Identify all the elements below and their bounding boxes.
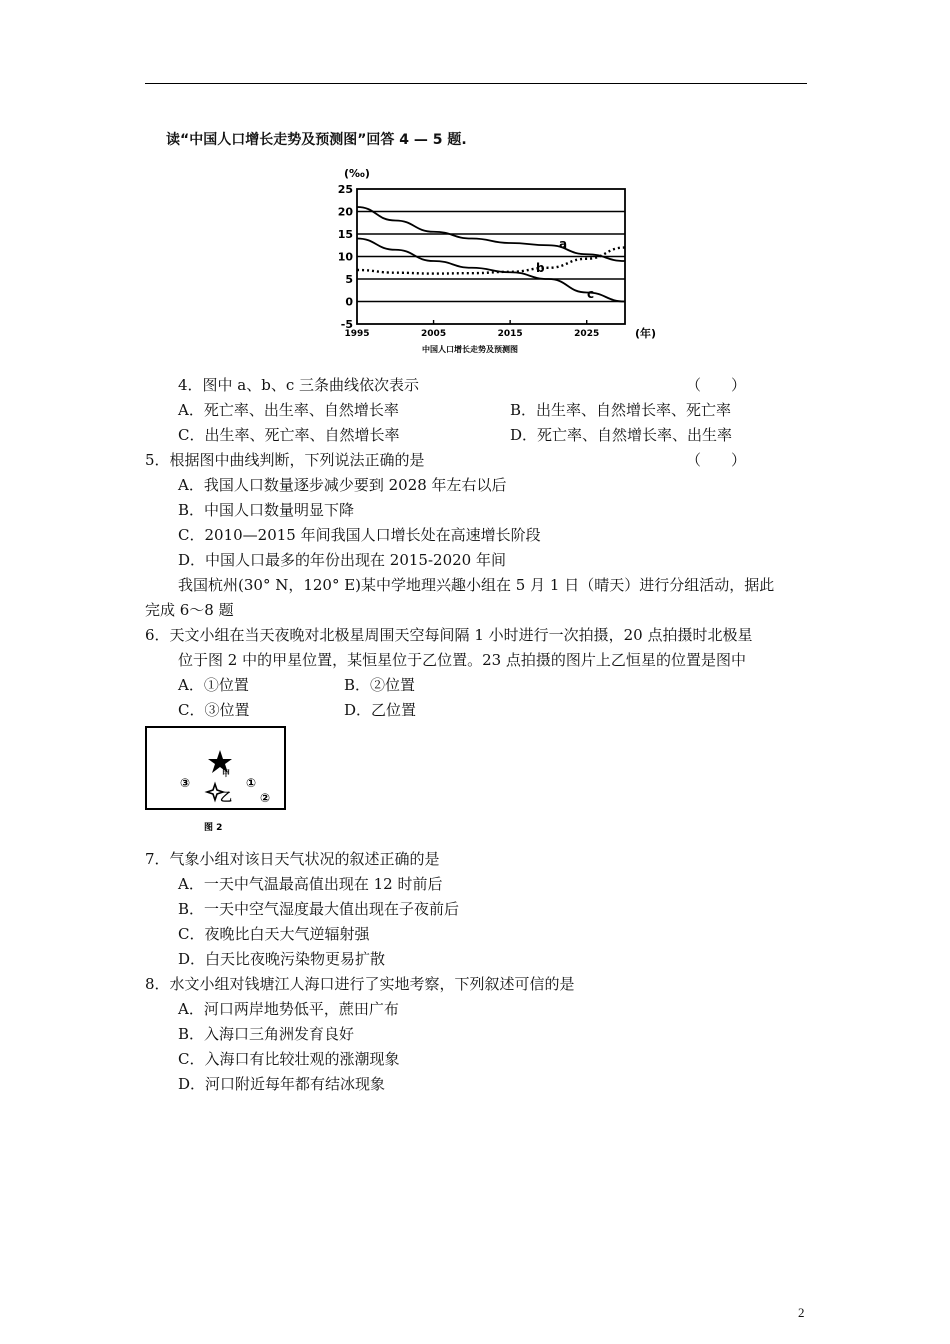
q4-option-b: B．出生率、自然增长率、死亡率 [510, 401, 732, 419]
ytick-label-1: 20 [337, 205, 353, 219]
q8-option-b: B．入海口三角洲发育良好 [178, 1025, 355, 1043]
series-label-a: a [559, 237, 568, 251]
fig2-label-jia: 甲 [222, 769, 230, 778]
q6-option-c: C．③位置 [178, 701, 250, 719]
fig2-label-3: ③ [180, 776, 191, 790]
ytick-label-6: -5 [340, 318, 353, 331]
page-number: 2 [798, 1305, 805, 1320]
header-rule [145, 83, 807, 84]
q6-option-b: B．②位置 [344, 676, 416, 694]
passage-line-2: 完成 6～8 题 [145, 601, 234, 619]
q8-option-a: A．河口两岸地势低平，蔗田广布 [178, 1000, 399, 1018]
q7-option-d: D．白天比夜晚污染物更易扩散 [178, 950, 386, 968]
series-label-c: c [587, 287, 595, 301]
chart-caption: 中国人口增长走势及预测图 [422, 345, 518, 354]
q6-stem-line-1: 6．天文小组在当天夜晚对北极星周围天空每间隔 1 小时进行一次拍摄，20 点拍摄时北极星 [145, 626, 753, 644]
q6-stem-line-2: 位于图 2 中的甲星位置，某恒星位于乙位置。23 点拍摄的图片上乙恒星的位置是图中 [178, 651, 746, 669]
q4-option-a: A．死亡率、出生率、自然增长率 [178, 401, 399, 419]
chart-ylabel: (‰) [344, 167, 370, 180]
fig2-label-1: ① [246, 776, 257, 790]
xtick-label-1: 2005 [421, 329, 447, 339]
q5-option-a: A．我国人口数量逐步减少要到 2028 年左右以后 [178, 476, 507, 494]
ytick-label-2: 15 [337, 228, 353, 241]
q4-answer-paren: （ ） [686, 376, 747, 394]
q7-option-b: B．一天中空气湿度最大值出现在子夜前后 [178, 900, 460, 918]
figure-2 [140, 722, 296, 838]
series-curve-c [357, 239, 625, 302]
chart-ytick-labels [338, 183, 354, 331]
fig2-label-yi: 乙 [220, 790, 233, 804]
ytick-label-0: 25 [337, 183, 353, 196]
xtick-label-0: 1995 [344, 329, 370, 339]
ytick-label-5: 0 [345, 295, 353, 309]
xtick-label-2: 2015 [497, 329, 523, 339]
q4-option-c: C．出生率、死亡率、自然增长率 [178, 426, 400, 444]
q8-option-d: D．河口附近每年都有结冰现象 [178, 1075, 386, 1093]
q5-option-d: D．中国人口最多的年份出现在 2015-2020 年间 [178, 551, 506, 569]
q5-answer-paren: （ ） [686, 451, 747, 469]
q4-option-d: D．死亡率、自然增长率、出生率 [510, 426, 733, 444]
population-chart [330, 164, 670, 358]
ytick-label-4: 5 [345, 273, 353, 286]
q6-option-d: D．乙位置 [344, 701, 417, 719]
q5-option-c: C．2010—2015 年间我国人口增长处在高速增长阶段 [178, 526, 541, 544]
fig2-label-2: ② [260, 791, 271, 805]
q5-stem: 5．根据图中曲线判断，下列说法正确的是 [145, 451, 425, 469]
q6-option-a: A．①位置 [178, 676, 249, 694]
q8-option-c: C．入海口有比较壮观的涨潮现象 [178, 1050, 400, 1068]
series-label-b: b [536, 261, 545, 275]
chart-xtick-labels [344, 320, 599, 339]
q7-option-a: A．一天中气温最高值出现在 12 时前后 [178, 875, 443, 893]
q4-stem: 4．图中 a、b、c 三条曲线依次表示 [178, 376, 420, 394]
q7-stem: 7．气象小组对该日天气状况的叙述正确的是 [145, 850, 440, 868]
chart-xlabel: (年) [635, 327, 657, 340]
xtick-label-3: 2025 [574, 329, 600, 339]
fig2-caption: 图 2 [204, 823, 223, 833]
chart-curves [357, 207, 625, 302]
q5-option-b: B．中国人口数量明显下降 [178, 501, 355, 519]
q8-stem: 8．水文小组对钱塘江人海口进行了实地考察，下列叙述可信的是 [145, 975, 575, 993]
passage-line-1: 我国杭州(30° N，120° E)某中学地理兴趣小组在 5 月 1 日（晴天）进行分组活动，据此 [178, 576, 775, 594]
chart-intro: 读“中国人口增长走势及预测图”回答 4 — 5 题. [166, 132, 467, 148]
ytick-label-3: 10 [337, 250, 353, 264]
chart-gridlines [357, 212, 625, 302]
q7-option-c: C．夜晚比白天大气逆辐射强 [178, 925, 370, 943]
